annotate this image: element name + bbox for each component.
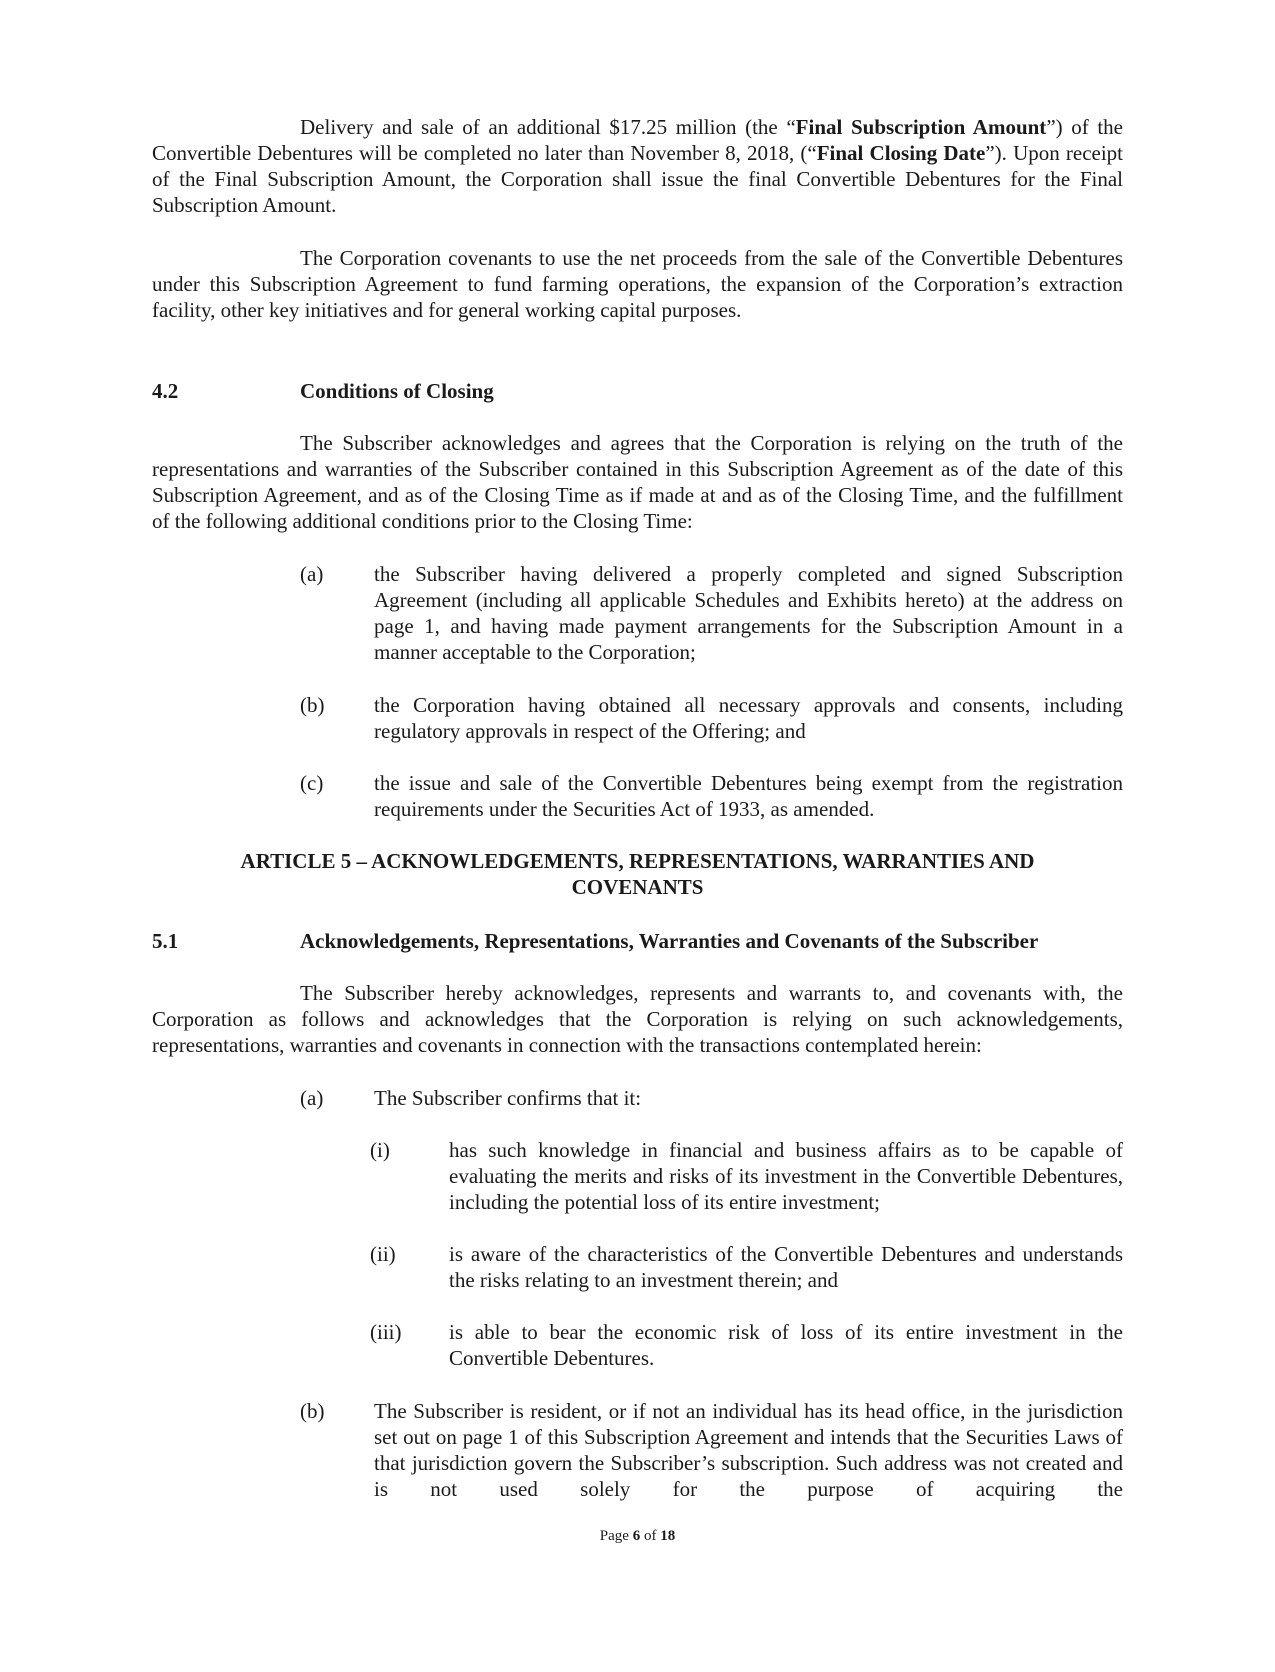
item-label: (c) — [300, 771, 324, 795]
page-number: 6 — [632, 1528, 641, 1544]
item-text: The Subscriber confirms that it: — [374, 1086, 642, 1110]
item-label: (a) — [300, 1086, 324, 1110]
item-label: (iii) — [370, 1320, 402, 1344]
defined-term: Final Subscription Amount — [795, 115, 1047, 139]
footer-text: Page — [599, 1528, 633, 1544]
item-label: (i) — [370, 1138, 390, 1162]
item-text: the issue and sale of the Convertible Debentures being exempt from the registration requirements under the Securities Act of 1933, as amended. — [374, 771, 1123, 821]
final-subscription-paragraph — [152, 114, 1123, 218]
article-heading-line: COVENANTS — [571, 875, 704, 899]
article-heading — [152, 848, 1123, 900]
page-total: 18 — [660, 1528, 676, 1544]
item-label: (b) — [300, 1399, 325, 1423]
item-text: The Subscriber is resident, or if not an individual has its head office, in the jurisdiction set out on page 1 of this Subscription Agreement and intends that the Securities Laws of that jurisdiction govern the Subscriber’s subscription. Such address was not created and is not used solely for the purpose of acquiring the — [374, 1399, 1123, 1501]
section-title: Acknowledgements, Representations, Warranties and Covenants of the Subscriber — [300, 929, 1039, 953]
item-text: the Subscriber having delivered a properly completed and signed Subscription Agreement (including all applicable Schedules and Exhibits hereto) at the address on page 1, and having made payment arrangements for the Subscription Amount in a manner acceptable to the Corporation; — [374, 562, 1123, 664]
use-of-proceeds-paragraph: The Corporation covenants to use the net proceeds from the sale of the Convertible Debentures under this Subscription Agreement to fund farming operations, the expansion of the Corporation’s extraction facility, other key initiatives and for general working capital purposes. — [152, 246, 1123, 322]
item-text: is able to bear the economic risk of loss of its entire investment in the Convertible Debentures. — [449, 1320, 1123, 1370]
conditions-paragraph: The Subscriber acknowledges and agrees that the Corporation is relying on the truth of the representations and warranties of the Subscriber contained in this Subscription Agreement as of the date of this Subscription Agreement, and as of the Closing Time as if made at and as of the Closing Time, and the fulfillment of the following additional conditions prior to the Closing Time: — [152, 431, 1123, 533]
item-text: has such knowledge in financial and business affairs as to be capable of evaluating the merits and risks of its investment in the Convertible Debentures, including the potential loss of its entire investment; — [449, 1138, 1123, 1214]
footer-text: of — [640, 1528, 661, 1544]
section-heading — [0, 378, 1275, 404]
section-heading — [0, 928, 1275, 954]
section-number: 5.1 — [152, 929, 179, 953]
paragraph-text: ”). Upon receipt of the Final Subscription Amount, the Corporation shall issue the final Convertible Debentures for the Final Subscription Amount. — [152, 141, 1124, 217]
paragraph-text: Delivery and sale of an additional $17.25 million (the “ — [300, 115, 796, 139]
subscriber-paragraph: The Subscriber hereby acknowledges, represents and warrants to, and covenants with, the Corporation as follows and acknowledges that the Corporation is relying on such acknowledgements, representations, warranties and covenants in connection with the transactions contemplated herein: — [152, 981, 1123, 1057]
item-label: (a) — [300, 562, 324, 586]
section-number: 4.2 — [152, 379, 179, 403]
article-heading-line: ARTICLE 5 – ACKNOWLEDGEMENTS, REPRESENTATIONS, WARRANTIES AND — [240, 849, 1035, 873]
section-title: Conditions of Closing — [300, 379, 494, 403]
page-footer — [0, 1523, 1275, 1549]
item-text: the Corporation having obtained all necessary approvals and consents, including regulatory approvals in respect of the Offering; and — [374, 693, 1123, 743]
defined-term: Final Closing Date — [816, 141, 986, 165]
item-label: (b) — [300, 693, 325, 717]
paragraph-text: ”) of the Convertible Debentures will be completed no later than November 8, 2018, (“ — [152, 115, 1124, 165]
item-label: (ii) — [370, 1242, 396, 1266]
item-text: is aware of the characteristics of the Convertible Debentures and understands the risks relating to an investment therein; and — [449, 1242, 1123, 1292]
